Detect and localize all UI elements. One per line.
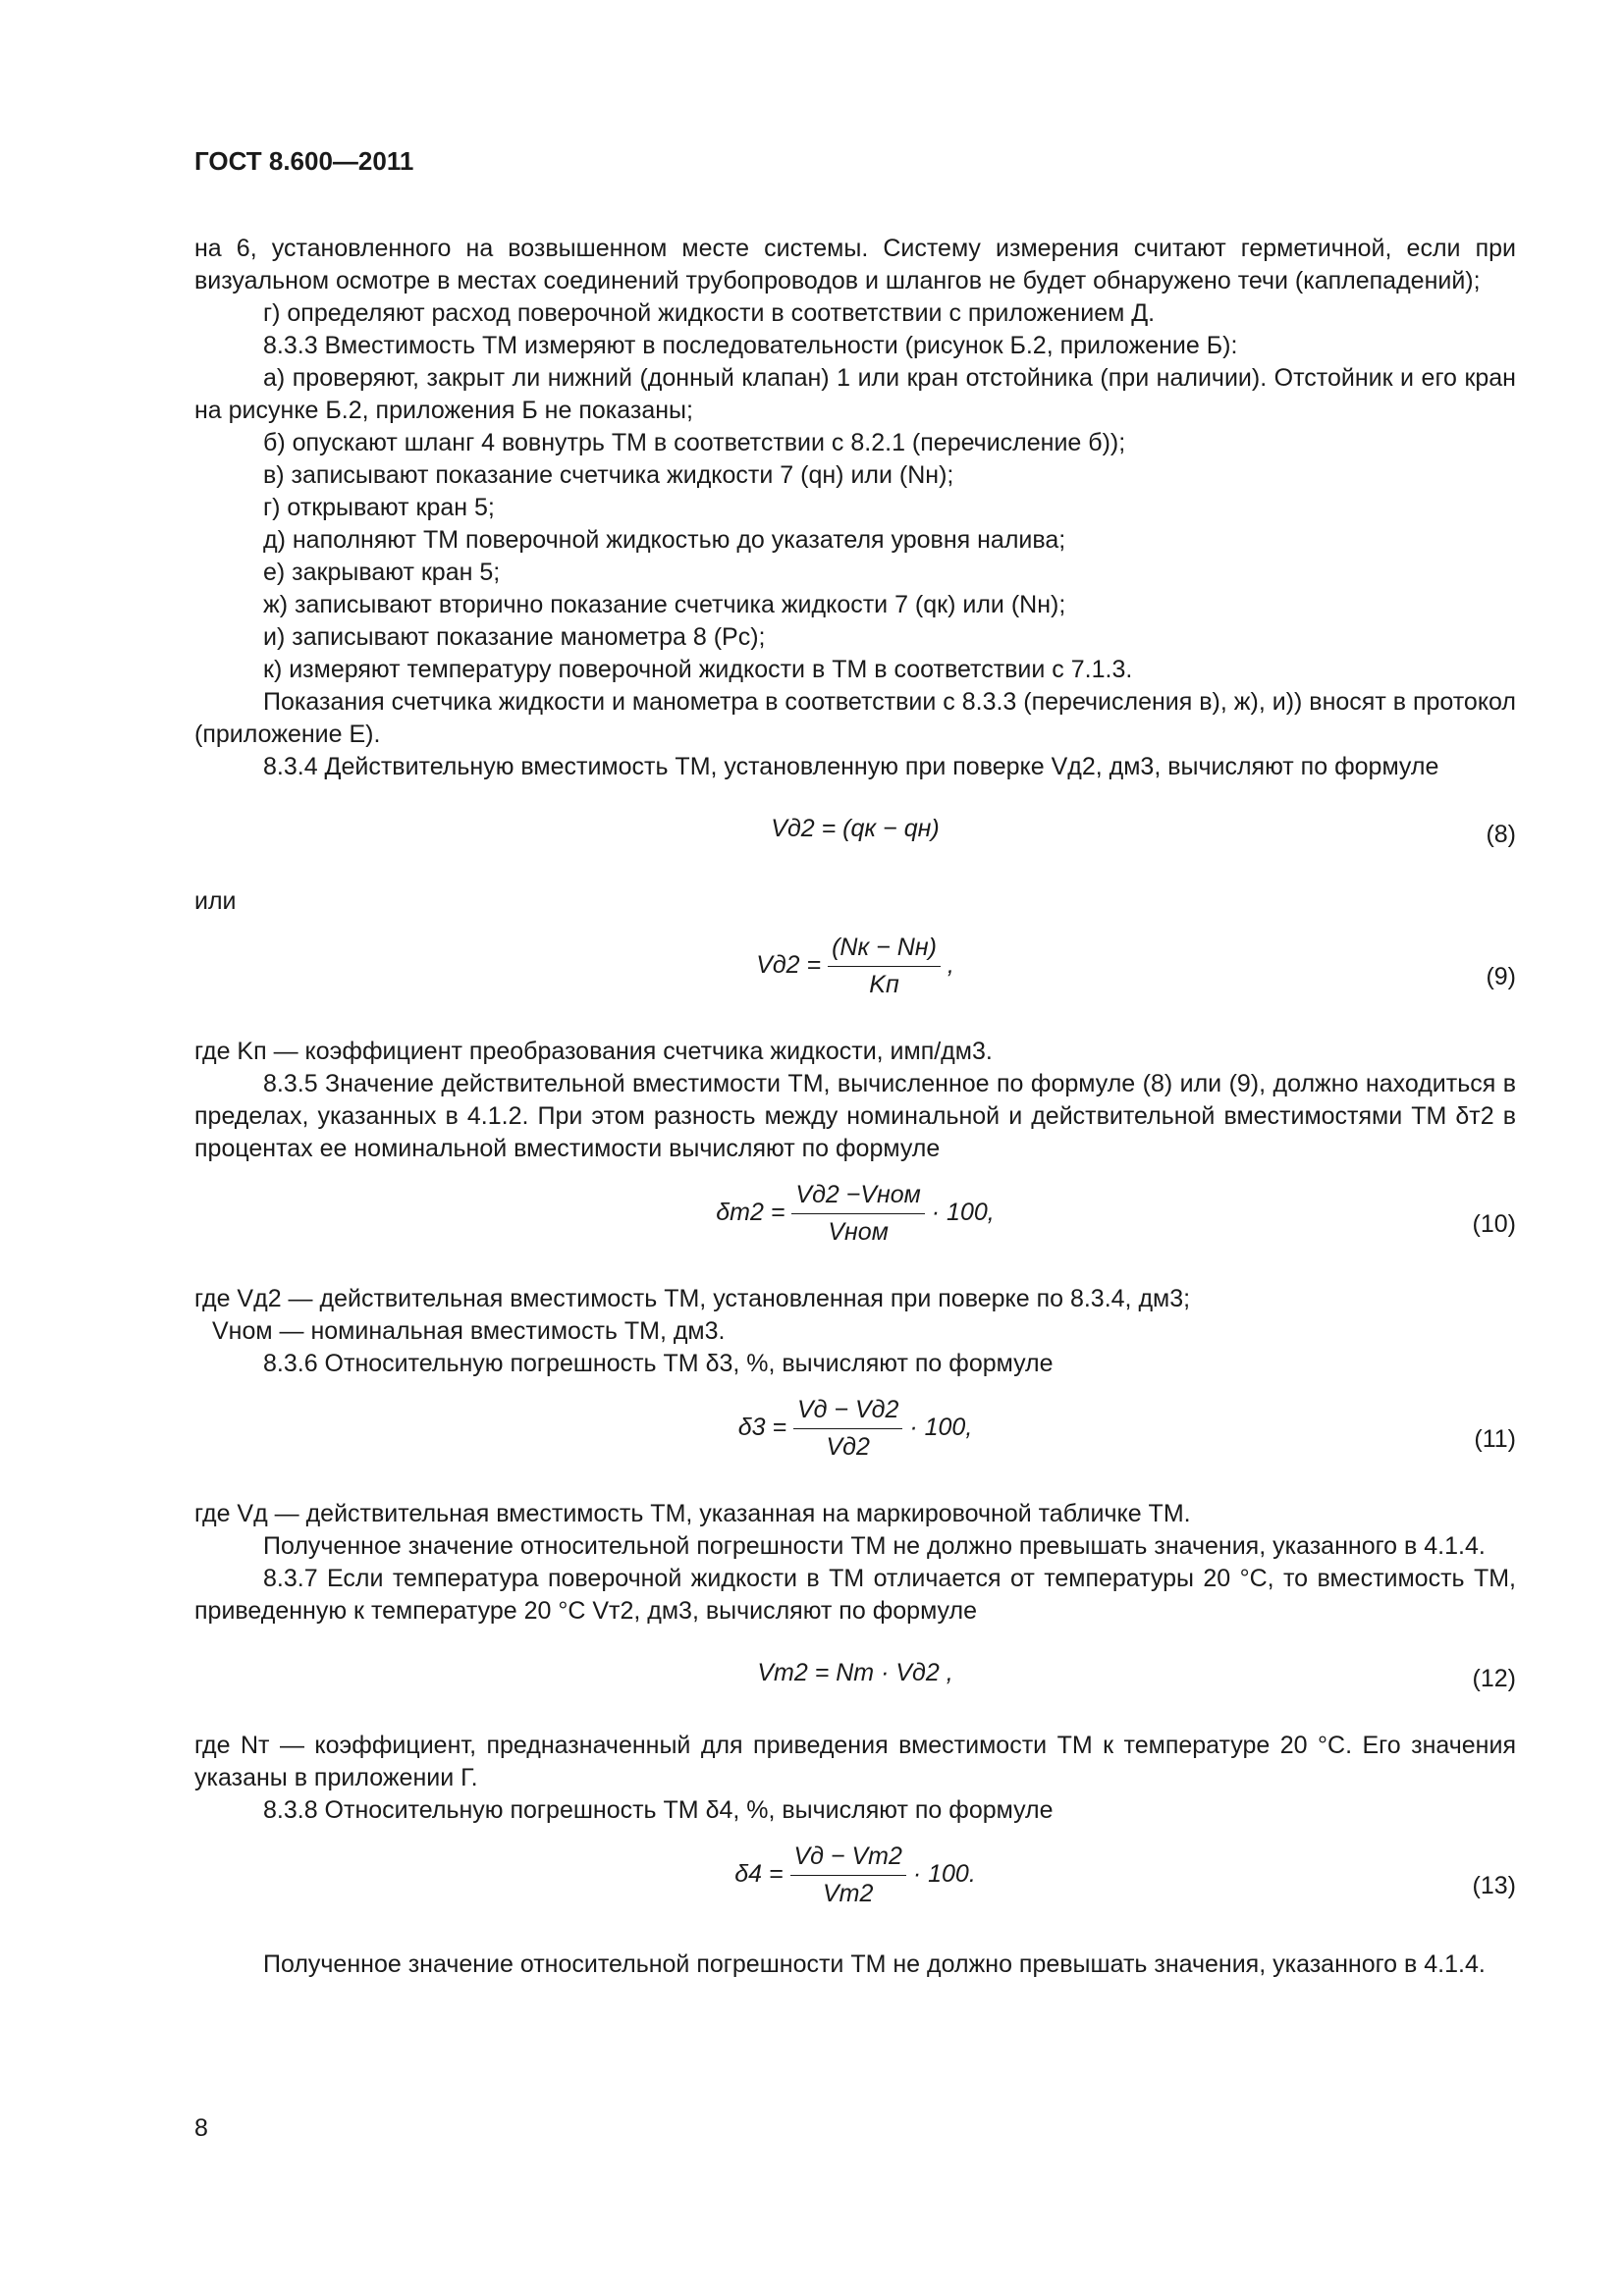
- fraction-denominator: Vд2: [826, 1433, 870, 1461]
- document-page: [194, 145, 1516, 1981]
- paragraph: 8.3.8 Относительную погрешность ТМ δ4, %, вычисляют по формуле: [263, 1796, 1054, 1824]
- fraction-numerator: Vд − Vд2: [793, 1394, 902, 1429]
- paragraph: 8.3.4 Действительную вместимость ТМ, установленную при поверке Vд2, дм3, вычисляют по формуле: [263, 753, 1439, 780]
- formula-11: [194, 1394, 1516, 1484]
- paragraph: 8.3.6 Относительную погрешность ТМ δ3, %, вычисляют по формуле: [263, 1350, 1054, 1377]
- formula-tail: · 100,: [909, 1414, 973, 1442]
- list-item: е) закрывают кран 5;: [263, 559, 501, 586]
- formula-number: (10): [1472, 1210, 1516, 1238]
- paragraph: или: [194, 887, 237, 915]
- paragraph: Полученное значение относительной погрешности ТМ не должно превышать значения, указанного в 4.1.4.: [263, 1532, 1486, 1560]
- formula-lhs: δ3 =: [737, 1414, 787, 1442]
- formula-lhs: δ4 =: [734, 1860, 784, 1889]
- paragraph: 8.3.3 Вместимость ТМ измеряют в последовательности (рисунок Б.2, приложение Б):: [263, 332, 1238, 359]
- formula-8: [194, 803, 1516, 866]
- list-item: д) наполняют ТМ поверочной жидкостью до указателя уровня налива;: [263, 526, 1066, 554]
- formula-9: [194, 932, 1516, 1022]
- formula-number: (8): [1486, 821, 1516, 848]
- formula-number: (11): [1474, 1425, 1516, 1453]
- formula-lhs: δт2 =: [716, 1199, 785, 1227]
- list-item: г) открывают кран 5;: [263, 494, 495, 521]
- paragraph: 8.3.5 Значение действительной вместимости ТМ, вычисленное по формуле (8) или (9), должно находиться в пределах, указанных в 4.1.2. При этом разность между номинальной и действительной вместимостями ТМ δт2 в процентах ее номинальной вместимости вычисляют по формуле: [194, 1070, 1516, 1162]
- paragraph: где Nт — коэффициент, предназначенный для приведения вместимости ТМ к температуре 20 °С. Его значения указаны в приложении Г.: [194, 1732, 1516, 1791]
- paragraph: а) проверяют, закрыт ли нижний (донный клапан) 1 или кран отстойника (при наличии). Отстойник и его кран на рисунке Б.2, приложения Б не показаны;: [194, 364, 1516, 424]
- page-number: 8: [194, 2114, 208, 2142]
- paragraph: где Vд2 — действительная вместимость ТМ, установленная при поверке по 8.3.4, дм3;: [194, 1285, 1191, 1312]
- document-header: ГОСТ 8.600—2011: [194, 146, 414, 176]
- formula-expression: Vд2 = (qк − qн): [771, 815, 940, 842]
- formula-13: [194, 1841, 1516, 1931]
- fraction-numerator: Vд2 −Vном: [791, 1179, 924, 1214]
- formula-12: [194, 1647, 1516, 1710]
- list-item: и) записывают показание манометра 8 (Pс);: [263, 623, 766, 651]
- formula-number: (9): [1486, 963, 1516, 990]
- fraction-numerator: (Nк − Nн): [828, 932, 941, 967]
- formula-expression: Vт2 = Nт · Vд2 ,: [757, 1659, 953, 1686]
- formula-tail: · 100.: [912, 1860, 976, 1889]
- formula-number: (13): [1472, 1872, 1516, 1899]
- fraction: [828, 932, 941, 1001]
- fraction: [793, 1394, 902, 1464]
- list-item: ж) записывают вторично показание счетчика жидкости 7 (qк) или (Nн);: [263, 591, 1066, 618]
- list-item: б) опускают шланг 4 вовнутрь ТМ в соответствии с 8.2.1 (перечисление б));: [263, 429, 1126, 456]
- formula-tail: · 100,: [931, 1199, 995, 1227]
- paragraph: г) определяют расход поверочной жидкости в соответствии с приложением Д.: [263, 299, 1156, 327]
- fraction-denominator: Vт2: [822, 1880, 874, 1907]
- fraction: [791, 1179, 924, 1249]
- fraction-numerator: Vд − Vт2: [790, 1841, 906, 1876]
- list-item: к) измеряют температуру поверочной жидкости в ТМ в соответствии с 7.1.3.: [263, 656, 1133, 683]
- paragraph: где Vд — действительная вместимость ТМ, указанная на маркировочной табличке ТМ.: [194, 1500, 1191, 1527]
- fraction-denominator: Vном: [828, 1218, 889, 1246]
- formula-10: [194, 1179, 1516, 1269]
- formula-lhs: Vд2 =: [756, 951, 822, 980]
- list-item: в) записывают показание счетчика жидкости 7 (qн) или (Nн);: [263, 461, 954, 489]
- paragraph: Vном — номинальная вместимость ТМ, дм3.: [212, 1317, 726, 1345]
- paragraph: где Kп — коэффициент преобразования счетчика жидкости, имп/дм3.: [194, 1038, 993, 1065]
- paragraph: 8.3.7 Если температура поверочной жидкости в ТМ отличается от температуры 20 °С, то вместимость ТМ, приведенную к температуре 20 °С Vт2, дм3, вычисляют по формуле: [194, 1565, 1516, 1625]
- fraction-denominator: Kп: [869, 971, 899, 998]
- formula-number: (12): [1472, 1665, 1516, 1692]
- paragraph: на 6, установленного на возвышенном месте системы. Систему измерения считают герметичной, если при визуальном осмотре в местах соединений трубопроводов и шлангов не будет обнаружено течи (каплепадений);: [194, 235, 1516, 294]
- paragraph: Показания счетчика жидкости и манометра в соответствии с 8.3.3 (перечисления в), ж), и)) вносят в протокол (приложение Е).: [194, 688, 1516, 748]
- formula-tail: ,: [947, 951, 954, 980]
- fraction: [790, 1841, 906, 1910]
- paragraph: Полученное значение относительной погрешности ТМ не должно превышать значения, указанного в 4.1.4.: [263, 1950, 1486, 1978]
